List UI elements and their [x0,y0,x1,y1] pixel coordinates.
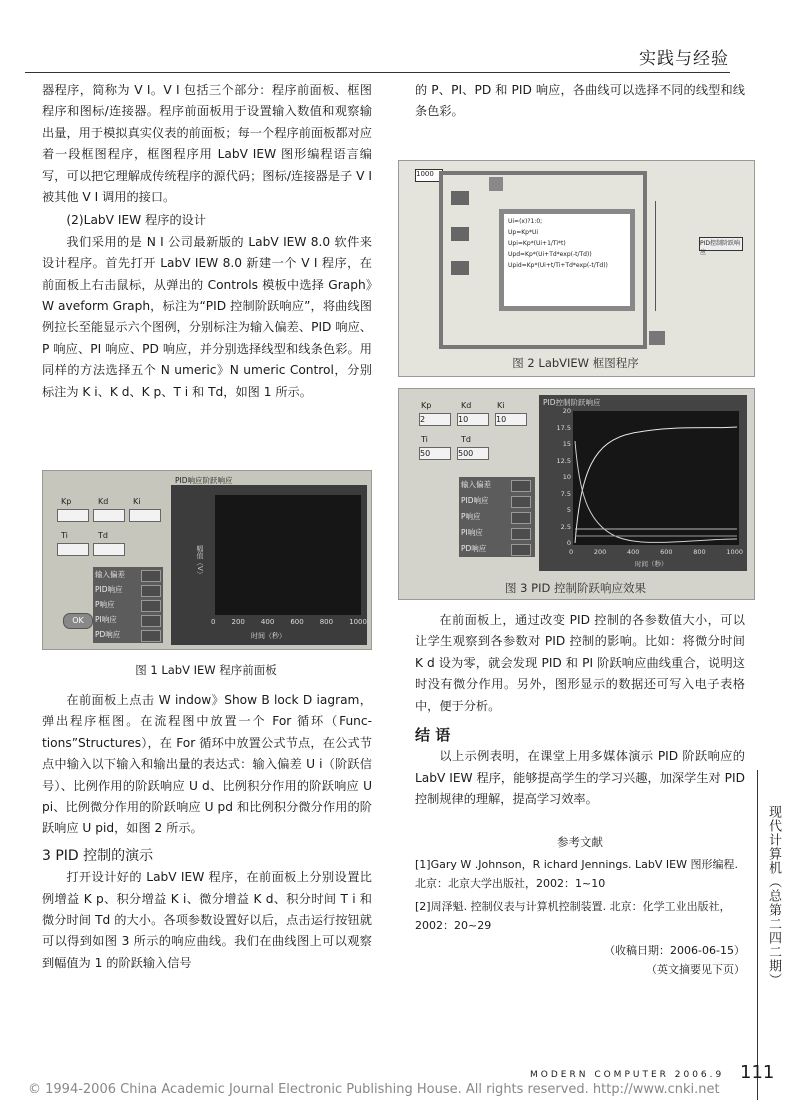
x-tick: 0 [211,618,216,626]
block-icon [451,191,469,205]
x-tick: 200 [593,548,607,556]
td-input[interactable]: 500 [457,447,489,460]
control-label: Ti [421,435,428,444]
legend-swatch [511,496,531,508]
legend-item: PI响应 [459,527,535,541]
journal-sidebar: 现代计算机（总第二四二期） [766,805,781,987]
figure-3-caption: 图 3 PID 控制阶跃响应效果 [505,581,646,595]
y-tick: 20 [562,407,571,415]
code-line: Up=Kp*Ui [508,229,539,236]
x-tick: 600 [290,618,304,626]
control-label: Kd [461,401,472,410]
figure-1-caption: 图 1 LabV IEW 程序前面板 [135,663,277,677]
block-icon [451,261,469,275]
code-line: Upid=Kp*(Ui+t/Ti+Td*exp(-t/Td)) [508,262,608,269]
code-line: Upi=Kp*(Ui+1/Ti*t) [508,240,566,247]
control-label: Kd [98,497,109,506]
figure-2-caption: 图 2 LabVIEW 框图程序 [512,356,639,370]
figure-2 [398,160,755,377]
graph-panel [171,476,367,645]
x-ticks [569,548,743,556]
references-title: 参考文献 [557,835,603,849]
ti-input[interactable] [57,543,89,556]
kd-input[interactable]: 10 [457,413,489,426]
conclusion-heading: 结 语 [415,726,451,745]
td-input[interactable] [93,543,125,556]
control-label: Kp [421,401,432,410]
block-icon [649,331,665,345]
left-column-top [42,80,372,403]
legend-swatch [141,570,161,582]
right-column-top [415,80,745,123]
plot-area [215,495,361,615]
y-tick: 17.5 [556,423,571,432]
graph-panel [539,395,747,571]
english-abstract-note: （英文摘要见下页） [646,963,745,976]
pd-curve [575,441,737,542]
kp-input[interactable] [57,509,89,522]
paragraph: 打开设计好的 LabV IEW 程序，在前面板上分别设置比例增益 K p、积分增益 K i、微分增益 K d、积分时间 T i 和微分时间 Td 的大小。各项参数设置好以后，点击运行按钮就可以得到如图 3 所示的响应曲线。我们在曲线图上可以观察到幅值为 1 的阶跃输入信号 [42,870,372,970]
y-tick: 15 [562,440,571,448]
pid-curve [575,427,737,543]
left-column-bottom [42,690,372,974]
received-date: （收稿日期：2006-06-15） [604,944,745,957]
x-tick: 1000 [726,548,743,556]
y-tick: 0 [566,539,571,547]
ti-input[interactable]: 50 [419,447,451,460]
ki-input[interactable]: 10 [495,413,527,426]
sidebar-rule [757,770,758,1100]
legend-item: P响应 [93,599,163,613]
x-tick: 400 [627,548,640,556]
control-label: Kp [61,497,72,506]
legend-item: PID响应 [459,495,535,509]
x-tick: 400 [260,618,275,626]
header-rule [25,72,730,73]
figure-3 [398,388,755,600]
y-ticks [551,407,571,547]
x-tick: 800 [693,548,706,556]
paragraph: 我们采用的是 N I 公司最新版的 LabV IEW 8.0 软件来设计程序。首先打开 LabV IEW 8.0 新建一个 V I 程序，在前面板上右击鼠标，从弹出的 Controls 模板中选择 Graph》W aveform Graph，标注为“PID 控制阶跃响应”，将曲线图例拉长至能显示六个图例，分别标注为输入偏差、PID 响应、P 响应、PI 响应、PD 响应，并分别选择线型和线条色彩。用同样的方法选择五个 N umeric》N umeric Control，分别标注为 K i、K d、K p、T i 和 Td，如图 1 所示。 [42,234,372,399]
y-tick: 2.5 [560,522,571,531]
graph-title: PID响应阶跃响应 [175,476,233,485]
legend-item: PID响应 [93,584,163,598]
graph-node: PID控制阶跃响应 [699,237,743,251]
block-icon [489,177,503,191]
legend-swatch [141,615,161,627]
wires [655,201,686,311]
ok-button[interactable]: OK [63,613,93,629]
x-axis-label: 时间（秒） [635,560,668,568]
graph-title: PID控制阶跃响应 [543,398,601,407]
legend-item: 输入偏差 [93,569,163,583]
paragraph: 在前面板上，通过改变 PID 控制的各参数值大小，可以让学生观察到各参数对 PID 控制的影响。比如：将微分时间 K d 设为零，就会发现 PID 和 PI 阶跃响应曲线重合，说明这时没有微分作用。另外，图形显示的数据还可写入电子表格中，便于分析。 [415,613,745,713]
y-tick: 10 [562,473,571,481]
control-label: Ti [61,531,68,540]
legend-swatch [141,600,161,612]
paragraph: 在前面板上点击 W indow》Show B lock D iagram，弹出程序框图。在流程图中放置一个 For 循环（Func- tions”Structures），在 For 循环中放置公式节点，在公式节点中输入以下输入和输出量的表达式：输入偏差 U i（阶跃信号）、比例作用的阶跃响应 U d、比例积分作用的阶跃响应 U pi、比例微分作用的阶跃响应 U pd 和比例积分微分作用的阶跃响应 U pid，如图 2 所示。 [42,693,372,836]
x-tick: 1000 [349,618,367,626]
legend-swatch [141,585,161,597]
reference-item: [1]Gary W .Johnson，R ichard Jennings. LabV IEW 图形编程. 北京：北京大学出版社，2002：1~10 [415,858,738,890]
x-tick: 600 [660,548,673,556]
control-label: Td [98,531,108,540]
response-curves [573,411,739,545]
y-tick: 12.5 [556,456,571,465]
x-ticks [211,618,367,626]
x-tick: 200 [231,618,245,626]
y-tick: 7.5 [560,489,571,498]
right-column-bottom [415,610,745,811]
subheading: (2)LabV IEW 程序的设计 [66,213,207,228]
formula-node [499,209,635,311]
control-label: Ki [133,497,141,506]
paragraph: 以上示例表明，在课堂上用多媒体演示 PID 阶跃响应的 LabV IEW 程序，能够提高学生的学习兴趣，加深学生对 PID 控制规律的理解，提高学习效率。 [415,749,745,807]
journal-footer: MODERN COMPUTER 2006.9 [530,1070,725,1080]
control-label: Td [461,435,471,444]
control-label: Ki [497,401,505,410]
legend-swatch [511,528,531,540]
kd-input[interactable] [93,509,125,522]
code-line: Ui=(x)?1:0; [508,218,543,225]
page-number: 111 [740,1062,775,1083]
x-axis-label: 时间（秒） [251,632,286,640]
references [415,855,745,979]
loop-count: 1000 [415,169,443,182]
x-tick: 0 [569,548,574,556]
paragraph: 器程序，简称为 V I。V I 包括三个部分：程序前面板、框图程序和图标/连接器。程序前面板用于设置输入数值和观察输出量，用于模拟真实仪表的前面板；每一个程序前面板都对应着一段框图程序，框图程序用 LabV IEW 图形编程语言编写，可以把它理解成传统程序的源代码；图标/连接器是子 V I 被其他 V I 调用的接口。 [42,83,372,205]
legend-item: P响应 [459,511,535,525]
y-axis-label: 幅值（V） [196,545,204,578]
x-tick: 800 [319,618,334,626]
legend-item: 输入偏差 [459,479,535,493]
ki-input[interactable] [129,509,161,522]
kp-input[interactable]: 2 [419,413,451,426]
figure-1 [42,470,372,650]
legend-swatch [511,544,531,556]
legend [93,567,163,643]
section-title: 实践与经验 [639,49,729,69]
reference-item: [2]周泽魁. 控制仪表与计算机控制装置. 北京：化学工业出版社，2002：20~29 [415,900,731,932]
legend-item: PD响应 [459,543,535,557]
legend-item: PI响应 [93,614,163,628]
code-line: Upd=Kp*(Ui+Td*exp(-t/Td)) [508,251,592,258]
copyright: © 1994-2006 China Academic Journal Electronic Publishing House. All rights reserved. http://www.cnki.net [28,1082,720,1097]
legend-item: PD响应 [93,629,163,643]
legend-swatch [511,512,531,524]
legend-swatch [511,480,531,492]
y-tick: 5 [566,506,571,514]
block-icon [451,227,469,241]
legend [459,477,535,557]
paragraph: 的 P、PI、PD 和 PID 响应，各曲线可以选择不同的线型和线条色彩。 [415,83,745,119]
legend-swatch [141,630,161,642]
section-heading: 3 PID 控制的演示 [42,847,154,864]
